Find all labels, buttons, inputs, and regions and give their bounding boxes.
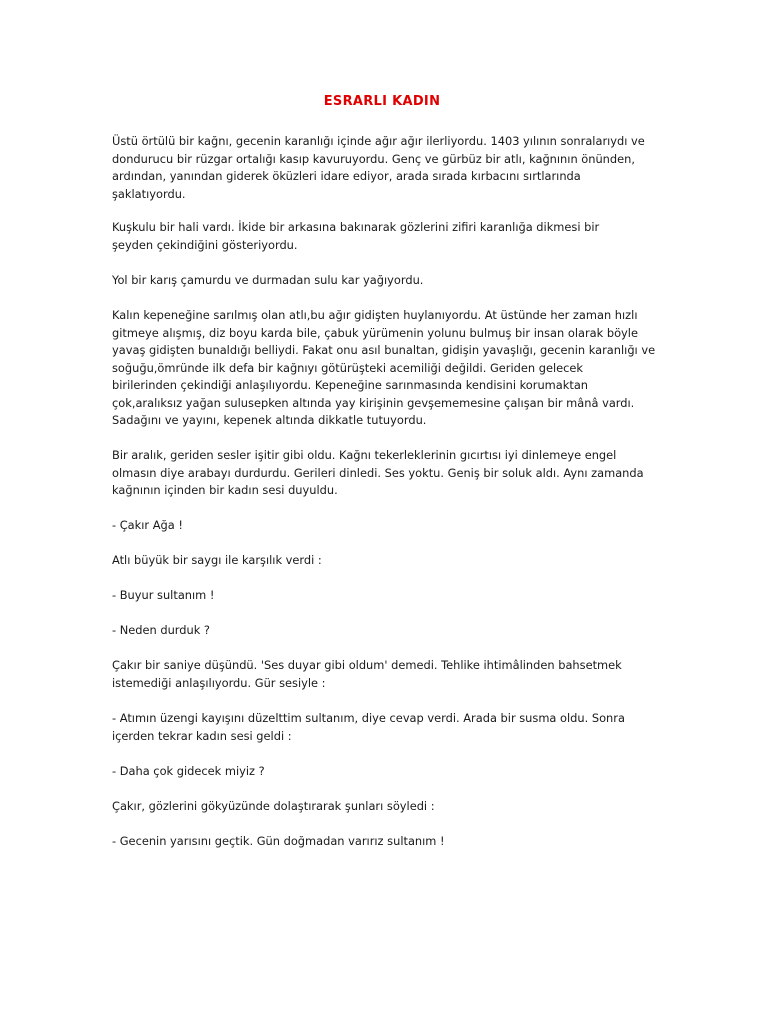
paragraph-5: Bir aralık, geriden sesler işitir gibi oldu. Kağnı tekerleklerinin gıcırtısı iyi dinlemeye engel olmasın diye arabayı durdurdu. Gerileri dinledi. Ses yoktu. Geniş bir soluk aldı. Aynı zamanda kağnının içinden bir kadın sesi duyuldu.: [112, 448, 644, 497]
paragraph-3: Yol bir karış çamurdu ve durmadan sulu kar yağıyordu.: [112, 273, 424, 287]
paragraph-11: - Atımın üzengi kayışını düzelttim sultanım, diye cevap verdi. Arada bir susma oldu. Sonra içerden tekrar kadın sesi geldi :: [112, 711, 625, 743]
paragraph-1: Üstü örtülü bir kağnı, gecenin karanlığı içinde ağır ağır ilerliyordu. 1403 yılının sonralarıydı ve dondurucu bir rüzgar ortalığı kasıp kavuruyordu. Genç ve gürbüz bir atlı, kağnının önünden, ardından, yanından giderek öküzleri idare ediyor, arada sırada kırbacını sırtlarında şaklatıyordu.: [112, 134, 645, 201]
paragraph-7: Atlı büyük bir saygı ile karşılık verdi :: [112, 553, 322, 567]
dialogue-line: - Gecenin yarısını geçtik. Gün doğmadan varırız sultanım !: [112, 834, 445, 848]
paragraph-4: Kalın kepeneğine sarılmış olan atlı,bu ağır gidişten huylanıyordu. At üstünde her zaman hızlı gitmeye alışmış, diz boyu karda bile, çabuk yürümenin yolunu bulmuş bir insan olarak böyle yavaş gidişten bunaldığı belliydi. Fakat onu asıl bunaltan, gidişin yavaşlığı, gecenin karanlığı ve soğuğu,ömründe ilk defa bir kağnıyı götürüşteki acemiliği değildi. Geriden gelecek birilerinden çekindiği anlaşılıyordu. Kepeneğine sarınmasında kendisini korumaktan çok,aralıksız yağan sulusepken altında yay kirişinin gevşememesine çalışan bir mânâ vardı. Sadağını ve yayını, kepenek altında dikkatle tutuyordu.: [112, 308, 656, 427]
paragraph-13: Çakır, gözlerini gökyüzünde dolaştırarak şunları söyledi :: [112, 799, 435, 813]
dialogue-line: - Çakır Ağa !: [112, 518, 183, 532]
dialogue-line: - Buyur sultanım !: [112, 588, 215, 602]
dialogue-line: - Daha çok gidecek miyiz ?: [112, 764, 265, 778]
dialogue-line: - Neden durduk ?: [112, 623, 210, 637]
document-title: ESRARLI KADIN: [323, 94, 441, 109]
paragraph-2: Kuşkulu bir hali vardı. İkide bir arkasına bakınarak gözlerini zifiri karanlığa dikmesi bir şeyden çekindiğini gösteriyordu.: [112, 220, 600, 252]
paragraph-10: Çakır bir saniye düşündü. 'Ses duyar gibi oldum' demedi. Tehlike ihtimâlinden bahsetmek istemediği anlaşılıyordu. Gür sesiyle :: [112, 658, 622, 690]
